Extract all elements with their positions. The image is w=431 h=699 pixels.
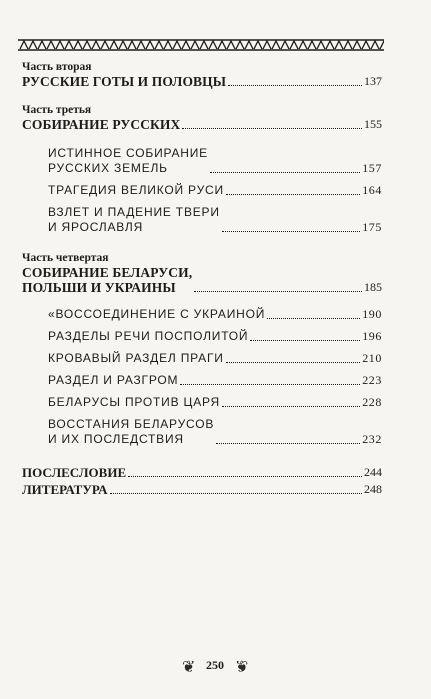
part-title: СОБИРАНИЕ РУССКИХ bbox=[22, 117, 181, 132]
chapter-entry bbox=[48, 205, 382, 235]
chapter-title: КРОВАВЫЙ РАЗДЕЛ ПРАГИ bbox=[48, 351, 224, 365]
leader-dots bbox=[222, 406, 360, 407]
table-of-contents bbox=[22, 60, 382, 497]
chapter-title: БЕЛАРУСЫ ПРОТИВ ЦАРЯ bbox=[48, 395, 221, 409]
page-number: 228 bbox=[362, 395, 382, 409]
chapter-title: ВЗЛЕТ И ПАДЕНИЕ ТВЕРИ И ЯРОСЛАВЛЯ bbox=[48, 205, 220, 234]
leader-dots bbox=[226, 362, 361, 363]
page-number: 155 bbox=[364, 117, 382, 131]
endmatter-entry bbox=[22, 482, 382, 497]
chapter-title: ВОССТАНИЯ БЕЛАРУСОВ И ИХ ПОСЛЕДСТВИЯ bbox=[48, 417, 215, 446]
part-title-entry bbox=[22, 265, 382, 295]
chapter-entry bbox=[48, 417, 382, 447]
chapter-title: ТРАГЕДИЯ ВЕЛИКОЙ РУСИ bbox=[48, 183, 224, 197]
page-number: 196 bbox=[362, 329, 382, 343]
leader-dots bbox=[182, 128, 362, 129]
laurel-icon: ❦ bbox=[234, 659, 248, 676]
page-number: 164 bbox=[362, 183, 382, 197]
chapter-title: «ВОССОЕДИНЕНИЕ С УКРАИНОЙ bbox=[48, 307, 266, 321]
chapter-title: РАЗДЕЛ И РАЗГРОМ bbox=[48, 373, 179, 387]
chapter-entry bbox=[48, 351, 382, 366]
toc-part bbox=[22, 103, 382, 235]
ornamental-border-icon bbox=[18, 38, 384, 52]
leader-dots bbox=[226, 194, 360, 195]
part-label: Часть четвертая bbox=[22, 252, 109, 264]
toc-part bbox=[22, 60, 382, 89]
leader-dots bbox=[128, 476, 362, 477]
leader-dots bbox=[210, 172, 360, 173]
footer-page-number: 250 bbox=[206, 658, 224, 672]
leader-dots bbox=[194, 291, 362, 292]
leader-dots bbox=[228, 85, 362, 86]
chapter-entry bbox=[48, 183, 382, 198]
page-number: 232 bbox=[362, 432, 382, 446]
endmatter-entry bbox=[22, 465, 382, 480]
page-number: 244 bbox=[364, 465, 382, 479]
page-footer bbox=[180, 655, 250, 677]
page-number: 137 bbox=[364, 74, 382, 88]
leader-dots bbox=[216, 443, 360, 444]
part-title-entry bbox=[22, 74, 382, 89]
page-number: 248 bbox=[364, 482, 382, 496]
chapter-title: ИСТИННОЕ СОБИРАНИЕ РУССКИХ ЗЕМЕЛЬ bbox=[48, 146, 208, 175]
page-number: 210 bbox=[362, 351, 382, 365]
part-title: РУССКИЕ ГОТЫ И ПОЛОВЦЫ bbox=[22, 74, 227, 89]
page-number: 157 bbox=[362, 161, 382, 175]
leader-dots bbox=[110, 493, 362, 494]
page-number: 185 bbox=[364, 280, 382, 294]
chapter-entry bbox=[48, 395, 382, 410]
laurel-icon: ❦ bbox=[182, 659, 196, 676]
leader-dots bbox=[250, 340, 360, 341]
leader-dots bbox=[180, 384, 360, 385]
leader-dots bbox=[222, 231, 360, 232]
chapter-entry bbox=[48, 146, 382, 176]
chapter-title: РАЗДЕЛЫ РЕЧИ ПОСПОЛИТОЙ bbox=[48, 329, 249, 343]
part-title-entry bbox=[22, 117, 382, 132]
part-title: СОБИРАНИЕ БЕЛАРУСИ, ПОЛЬШИ И УКРАИНЫ bbox=[22, 265, 193, 295]
leader-dots bbox=[267, 318, 360, 319]
part-label: Часть вторая bbox=[22, 61, 92, 73]
page-number: 175 bbox=[362, 220, 382, 234]
page-number: 223 bbox=[362, 373, 382, 387]
endmatter-title: ЛИТЕРАТУРА bbox=[22, 482, 108, 497]
chapter-entry bbox=[48, 307, 382, 322]
chapter-entry bbox=[48, 329, 382, 344]
page-number: 190 bbox=[362, 307, 382, 321]
chapter-entry bbox=[48, 373, 382, 388]
toc-part bbox=[22, 251, 382, 447]
part-label: Часть третья bbox=[22, 104, 92, 116]
endmatter-title: ПОСЛЕСЛОВИЕ bbox=[22, 465, 127, 480]
